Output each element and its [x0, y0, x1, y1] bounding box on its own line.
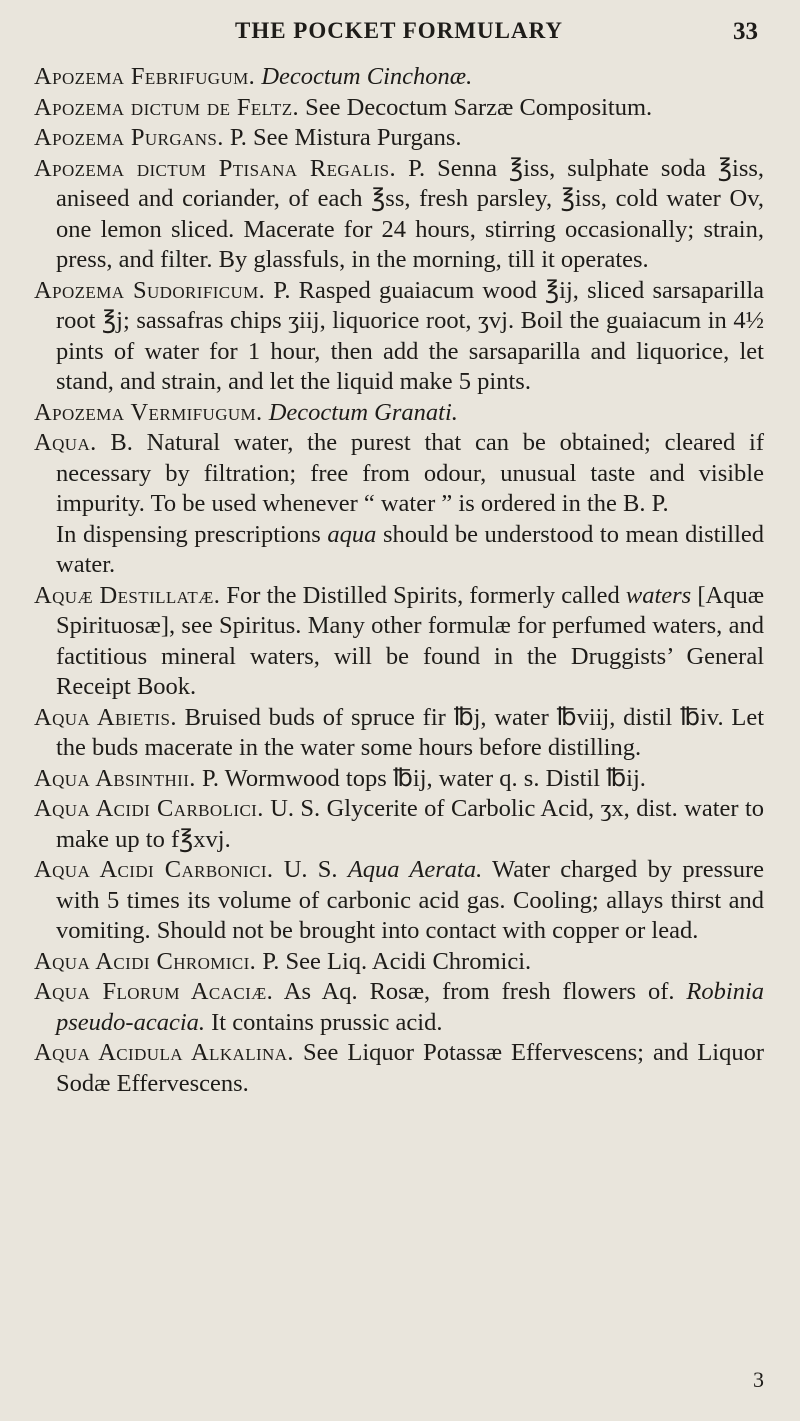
- entry: [34, 123, 764, 154]
- entry-text: P. See Liq. Acidi Chromici.: [262, 947, 532, 975]
- entry-text: See Decoctum Sarzæ Compositum.: [305, 93, 653, 121]
- entry: [34, 93, 764, 124]
- entry-headword: Apozema dictum de Feltz.: [34, 93, 300, 121]
- entry: [34, 62, 764, 93]
- entry: [34, 276, 764, 398]
- entry-headword: Aquæ Destillatæ.: [34, 581, 221, 609]
- entry: [34, 794, 764, 855]
- entry-text: In dispensing prescriptions: [56, 520, 321, 548]
- entry-headword: Apozema Vermifugum.: [34, 398, 263, 426]
- entry-headword: Aqua Acidi Carbolici.: [34, 795, 264, 822]
- entry-headword: Apozema Purgans.: [34, 124, 224, 151]
- entry-text: P. See Mistura Purgans.: [229, 124, 462, 151]
- entry-headword: Aqua Acidi Carbonici.: [34, 856, 274, 883]
- entry-text: P. Wormwood tops ℔ij, water q. s. Distil ℔ij.: [201, 764, 646, 792]
- entry-text: U. S.: [283, 856, 338, 883]
- entry-italic: Decoctum Granati.: [268, 398, 458, 426]
- entry-headword: Aqua Absinthii.: [34, 764, 196, 792]
- entry-headword: Apozema Sudorificum.: [34, 276, 266, 304]
- entry-text: See Liquor Potassæ Effervescens; and Liquor Sodæ Effervescens.: [56, 1039, 765, 1097]
- entry-italic: aqua: [327, 520, 377, 548]
- entry-headword: Apozema Febrifugum.: [34, 63, 256, 90]
- entry-text: U. S. Glycerite of Carbolic Acid, ʒx, dist. water to make up to f℥xvj.: [56, 795, 765, 853]
- entry: [34, 428, 764, 520]
- running-head: [34, 18, 764, 62]
- entry-text: B. Natural water, the purest that can be obtained; cleared if necessary by filtration; free from odour, unusual taste and visible impurity. To be used whenever “ water ” is ordered in the B. P.: [56, 429, 765, 517]
- entry: [34, 855, 764, 947]
- running-title: THE POCKET FORMULARY: [234, 18, 563, 43]
- entry: [34, 703, 764, 764]
- entry: [34, 581, 764, 703]
- entry-headword: Aqua.: [34, 429, 97, 456]
- entry-text: Bruised buds of spruce fir ℔j, water ℔viij, distil ℔iv. Let the buds macerate in the water some hours before distilling.: [56, 703, 765, 761]
- entry-tail: should be understood to mean distilled water.: [56, 520, 765, 578]
- entry-text: P. Rasped guaiacum wood ℥ij, sliced sarsaparilla root ℥j; sassafras chips ʒiij, liquorice root, ʒvj. Boil the guaiacum in 4½ pints of water for 1 hour, then add the sarsaparilla and liquorice, let stand, and strain, and let the liquid make 5 pints.: [56, 276, 765, 395]
- entry: [34, 1038, 764, 1099]
- entry-headword: Aqua Acidula Alkalina.: [34, 1039, 294, 1066]
- signature-mark: 3: [753, 1367, 764, 1392]
- entry-headword: Aqua Acidi Chromici.: [34, 947, 257, 975]
- entry-italic: Decoctum Cinchonæ.: [261, 63, 473, 90]
- entry: [34, 398, 764, 429]
- entry-text: P. Senna ℥iss, sulphate soda ℥iss, aniseed and coriander, of each ℥ss, fresh parsley, ℥iss, cold water Ov, one lemon sliced. Macerate for 24 hours, stirring occasionally; strain, press, and filter. By glassfuls, in the morning, till it operates.: [56, 154, 765, 273]
- entry-continuation: [34, 520, 764, 581]
- entry-italic: Robinia pseudo-acacia.: [56, 978, 765, 1036]
- entry-headword: Aqua Florum Acaciæ.: [34, 978, 274, 1005]
- entry-headword: Aqua Abietis.: [34, 703, 177, 731]
- entry-tail: It contains prussic acid.: [211, 1008, 443, 1036]
- entry-italic: waters: [625, 581, 692, 609]
- entry-text: For the Distilled Spirits, formerly called: [226, 581, 620, 609]
- entry-italic: Aqua Aerata.: [347, 856, 483, 883]
- entry-headword: Apozema dictum Ptisana Regalis.: [34, 154, 397, 182]
- entry-text: As Aq. Rosæ, from fresh flowers of.: [283, 978, 675, 1005]
- entry: [34, 947, 764, 978]
- entry: [34, 154, 764, 276]
- entry-tail: [Aquæ Spirituosæ], see Spiritus. Many other formulæ for perfumed waters, and factitious mineral waters, will be found in the Druggists’ General Receipt Book.: [56, 581, 765, 700]
- entry: [34, 764, 764, 795]
- page-number: 33: [733, 18, 758, 45]
- entry-tail: Water charged by pressure with 5 times its volume of carbonic acid gas. Cooling; allays thirst and vomiting. Should not be brought into contact with copper or lead.: [56, 856, 764, 944]
- formulary-entries: [34, 62, 764, 1099]
- entry: [34, 977, 764, 1038]
